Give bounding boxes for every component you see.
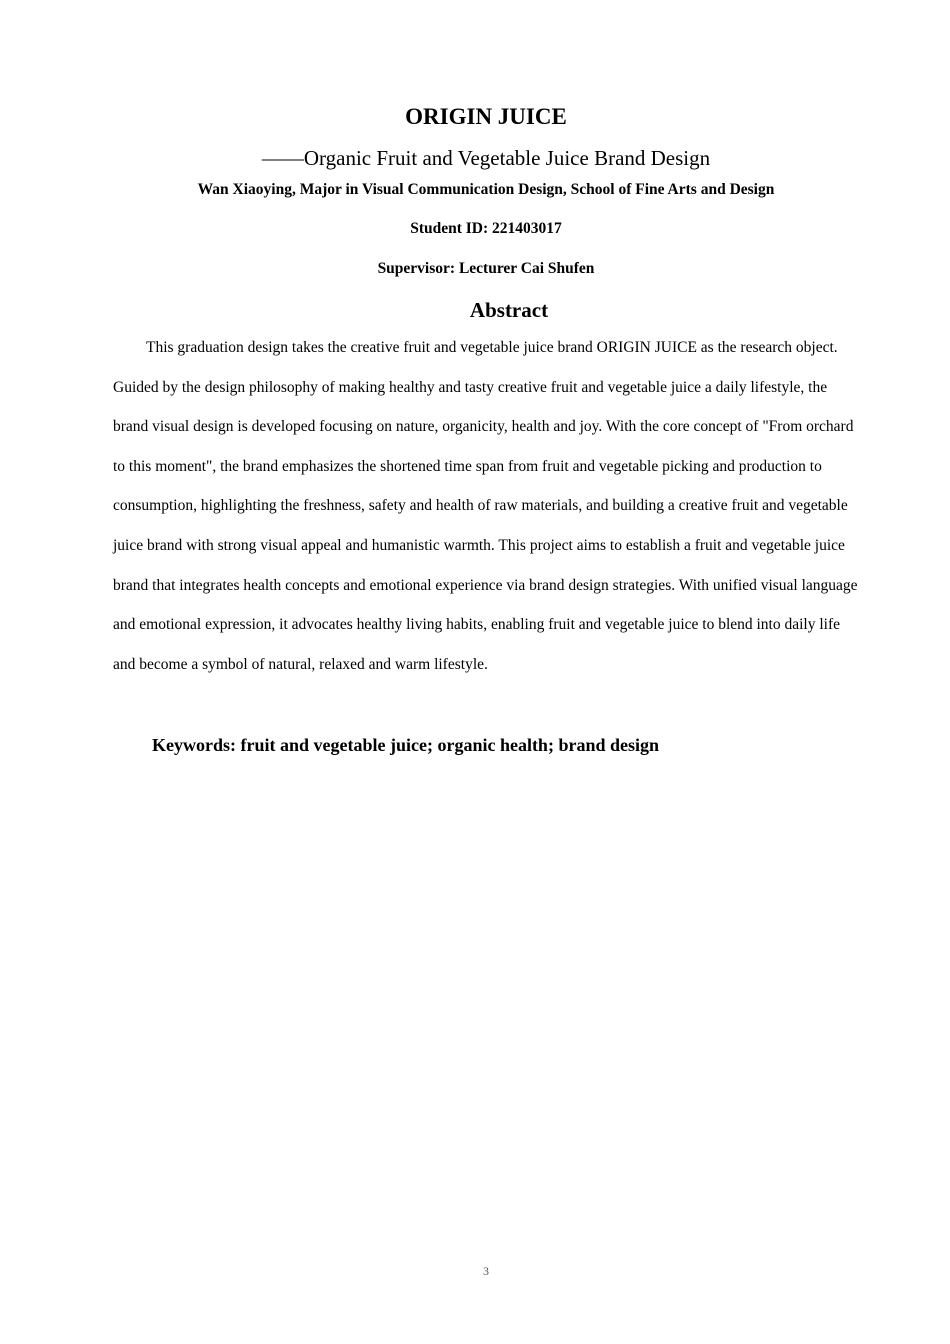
author-line: Wan Xiaoying, Major in Visual Communication Design, School of Fine Arts and Design — [197, 181, 775, 198]
document-title: ORIGIN JUICE — [405, 104, 567, 129]
abstract-heading: Abstract — [469, 298, 549, 322]
abstract-body: This graduation design takes the creative fruit and vegetable juice brand ORIGIN JUICE as the research object. Guided by the design philosophy of making healthy and tasty creative fruit and vegetable juice a daily lifestyle, the brand visual design is developed focusing on nature, organicity, health and joy. With the core concept of "From orchard to this moment", the brand emphasizes the shortened time span from fruit and vegetable picking and production to consumption, highlighting the freshness, safety and health of raw materials, and building a creative fruit and vegetable juice brand with strong visual appeal and humanistic warmth. This project aims to establish a fruit and vegetable juice brand that integrates health concepts and emotional experience via brand design strategies. With unified visual language and emotional expression, it advocates healthy living habits, enabling fruit and vegetable juice to blend into daily life and become a symbol of natural, relaxed and warm lifestyle. — [113, 339, 858, 673]
keywords-line: Keywords: fruit and vegetable juice; organic health; brand design — [152, 735, 659, 755]
supervisor-line: Supervisor: Lecturer Cai Shufen — [377, 260, 595, 277]
page-number: 3 — [483, 1264, 489, 1278]
student-id: Student ID: 221403017 — [410, 220, 562, 237]
document-subtitle: ——Organic Fruit and Vegetable Juice Brand Design — [261, 146, 711, 170]
